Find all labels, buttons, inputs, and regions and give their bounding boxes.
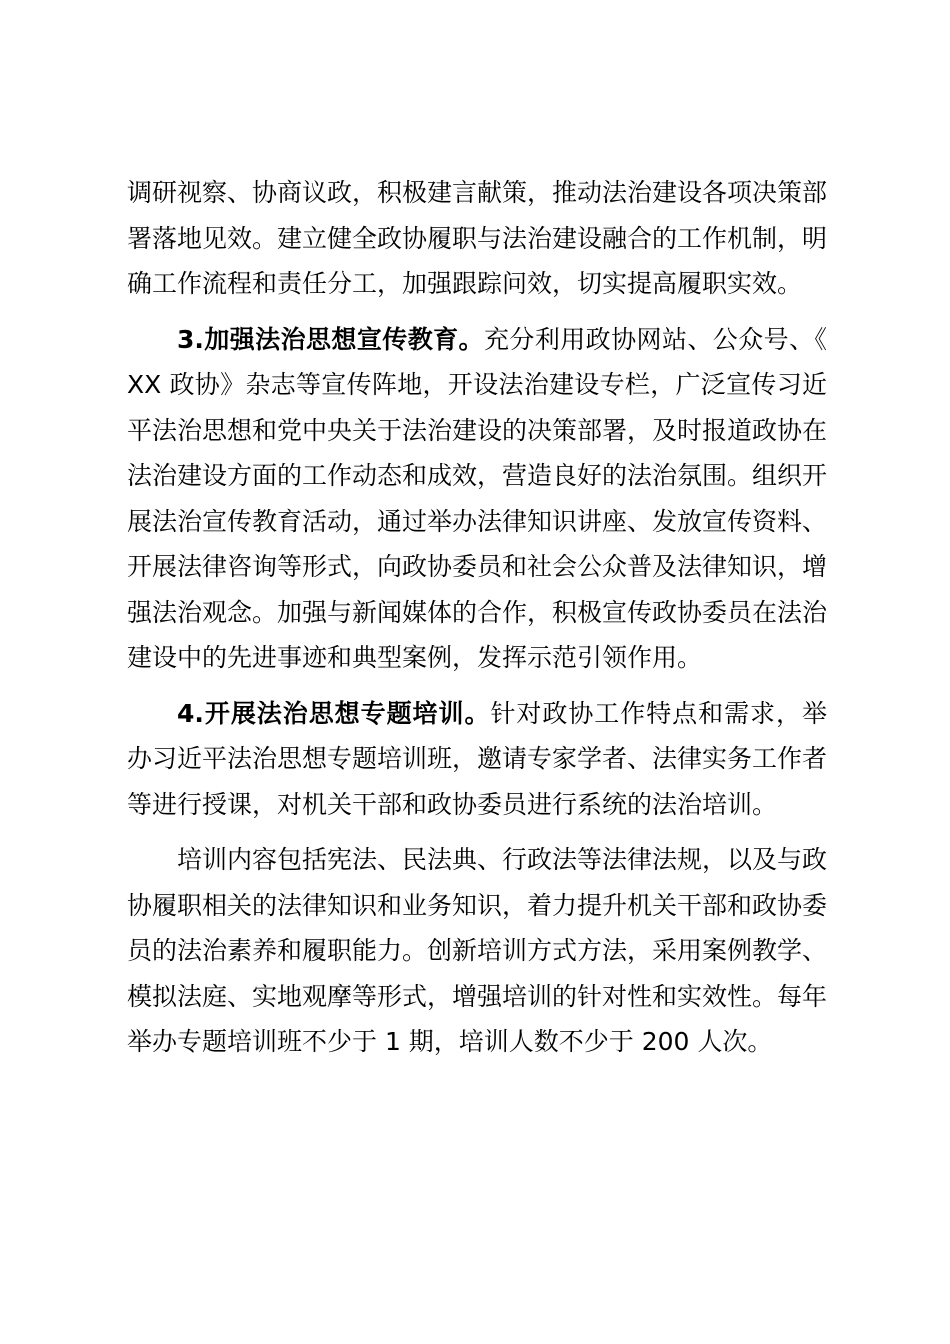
paragraph-continuation	[127, 170, 827, 307]
paragraph-text: 培训内容包括宪法、民法典、行政法等法律法规，以及与政协履职相关的法律知识和业务知识，着力提升机关干部和政协委员的法治素养和履职能力。创新培训方式方法，采用案例教学、模拟法庭、实地观摩等形式，增强培训的针对性和实效性。每年举办专题培训班不少于 1 期，培训人数不少于 200 人次。	[127, 845, 828, 1056]
paragraph-3	[127, 317, 827, 681]
document-page	[127, 170, 827, 1065]
paragraph-text: 针对政协工作特点和需求，举办习近平法治思想专题培训班，邀请专家学者、法律实务工作者等进行授课，对机关干部和政协委员进行系统的法治培训。	[127, 698, 828, 819]
paragraph-training-content	[127, 837, 827, 1065]
paragraph-text: 调研视察、协商议政，积极建言献策，推动法治建设各项决策部署落地见效。建立健全政协履职与法治建设融合的工作机制，明确工作流程和责任分工，加强跟踪问效，切实提高履职实效。	[127, 178, 828, 298]
paragraph-4	[127, 691, 827, 828]
section-heading-4: 4.开展法治思想专题培训。	[177, 698, 491, 728]
paragraph-text: 充分利用政协网站、公众号、《XX 政协》杂志等宣传阵地，开设法治建设专栏，广泛宣传习近平法治思想和党中央关于法治建设的决策部署，及时报道政协在法治建设方面的工作动态和成效，营造良好的法治氛围。组织开展法治宣传教育活动，通过举办法律知识讲座、发放宣传资料、开展法律咨询等形式，向政协委员和社会公众普及法律知识，增强法治观念。加强与新闻媒体的合作，积极宣传政协委员在法治建设中的先进事迹和典型案例，发挥示范引领作用。	[127, 324, 828, 672]
section-heading-3: 3.加强法治思想宣传教育。	[177, 324, 484, 354]
